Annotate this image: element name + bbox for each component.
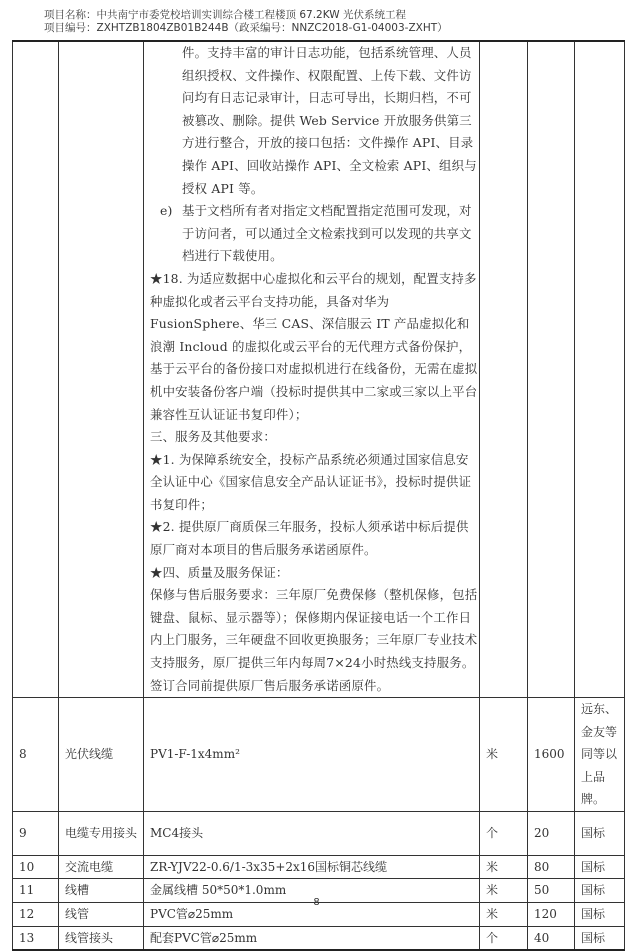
procurement-table [12, 40, 625, 951]
document-header [44, 9, 604, 35]
cell-unit [480, 41, 528, 698]
project-number: 项目编号：ZXHTZB1804ZB01B244B（政采编号：NNZC2018-G1-04003-ZXHT） [44, 22, 448, 34]
cell-name: 电缆专用接头 [59, 811, 144, 855]
cell-qty: 40 [528, 926, 575, 950]
cell-unit: 米 [480, 879, 528, 903]
cell-no: 9 [13, 811, 59, 855]
cell-name: 光伏线缆 [59, 698, 144, 812]
table-row [13, 698, 625, 812]
cell-qty [528, 41, 575, 698]
paragraph-item-e [150, 200, 479, 268]
table-row-continued [13, 41, 625, 698]
cell-name: 线槽 [59, 879, 144, 903]
cell-name: 线管接头 [59, 926, 144, 950]
cell-brand: 国标 [575, 879, 625, 903]
table-row [13, 811, 625, 855]
cell-no [13, 41, 59, 698]
cell-spec: 配套PVC管⌀25mm [144, 926, 480, 950]
cell-brand [575, 41, 625, 698]
paragraph-service-1: ★1. 为保障系统安全，投标产品系统必须通过国家信息安全认证中心《国家信息安全产品认证证书》，投标时提供证书复印件； [150, 451, 472, 512]
paragraph-audit-log: 件。支持丰富的审计日志功能，包括系统管理、人员组织授权、文件操作、权限配置、上传下载、文件访问均有日志记录审计，日志可导出，长期归档，不可被篡改、删除。提供 Web Service 开放服务供第三方进行整合，开放的接口包括：文件操作 API、目录操作 API、回收站操作 API、全文检索 API、组织与授权 API 等。 [182, 45, 477, 196]
cell-qty: 50 [528, 879, 575, 903]
paragraph-item-18: ★18. 为适应数据中心虚拟化和云平台的规划，配置支持多种虚拟化或者云平台支持功能，具备对华为 FusionSphere、华三 CAS、深信服云 IT 产品虚拟化和浪潮 Incloud 的虚拟化或云平台的无代理方式备份保护，基于云平台的备份接口对虚拟机进行在线备份，无需在虚拟机中安装备份客户端（投标时提供其中二家或三家以上平台兼容性互认证证书复印件）； [150, 270, 478, 422]
page-number: 8 [313, 897, 320, 908]
cell-no: 8 [13, 698, 59, 812]
cell-brand: 国标 [575, 926, 625, 950]
cell-qty: 120 [528, 902, 575, 926]
table-row [13, 855, 625, 879]
cell-spec: ZR-YJV22-0.6/1-3x35+2x16国标铜芯线缆 [144, 855, 480, 879]
cell-no: 11 [13, 879, 59, 903]
cell-qty: 20 [528, 811, 575, 855]
cell-brand: 远东、金友等同等以上品牌。 [575, 698, 625, 812]
cell-spec: PVC管⌀25mm [144, 902, 480, 926]
cell-no: 10 [13, 855, 59, 879]
cell-spec-description [144, 41, 480, 698]
cell-no: 12 [13, 902, 59, 926]
cell-unit: 米 [480, 698, 528, 812]
cell-spec: MC4接头 [144, 811, 480, 855]
cell-name: 交流电缆 [59, 855, 144, 879]
cell-spec: PV1-F-1x4mm² [144, 698, 480, 812]
cell-qty: 1600 [528, 698, 575, 812]
cell-brand: 国标 [575, 811, 625, 855]
section-heading-quality: ★四、质量及服务保证： [150, 564, 289, 580]
cell-qty: 80 [528, 855, 575, 879]
paragraph-warranty: 保修与售后服务要求：三年原厂免费保修（整机保修，包括键盘、鼠标、显示器等）；保修期内保证接电话一个工作日内上门服务，三年硬盘不回收更换服务；三年原厂专业技术支持服务，原厂提供三年内每周7×24小时热线支持服务。签订合同前提供原厂售后服务承诺函原件。 [150, 587, 478, 693]
list-marker: e) [160, 203, 173, 219]
cell-unit: 个 [480, 926, 528, 950]
cell-unit: 米 [480, 855, 528, 879]
paragraph-service-2: ★2. 提供原厂商质保三年服务，投标人须承诺中标后提供原厂商对本项目的售后服务承诺函原件。 [150, 519, 469, 558]
cell-spec: 金属线槽 50*50*1.0mm [144, 879, 480, 903]
cell-unit: 米 [480, 902, 528, 926]
project-name: 项目名称：中共南宁市委党校培训实训综合楼工程楼顶 67.2KW 光伏系统工程 [44, 9, 406, 21]
cell-name [59, 41, 144, 698]
cell-no: 13 [13, 926, 59, 950]
cell-brand: 国标 [575, 855, 625, 879]
item-e-text: 基于文档所有者对指定文档配置指定范围可发现，对于访问者，可以通过全文检索找到可以发现的共享文档进行下载使用。 [182, 203, 472, 264]
cell-brand: 国标 [575, 902, 625, 926]
cell-name: 线管 [59, 902, 144, 926]
cell-unit: 个 [480, 811, 528, 855]
section-heading-service: 三、服务及其他要求： [150, 429, 276, 445]
table-row [13, 926, 625, 950]
